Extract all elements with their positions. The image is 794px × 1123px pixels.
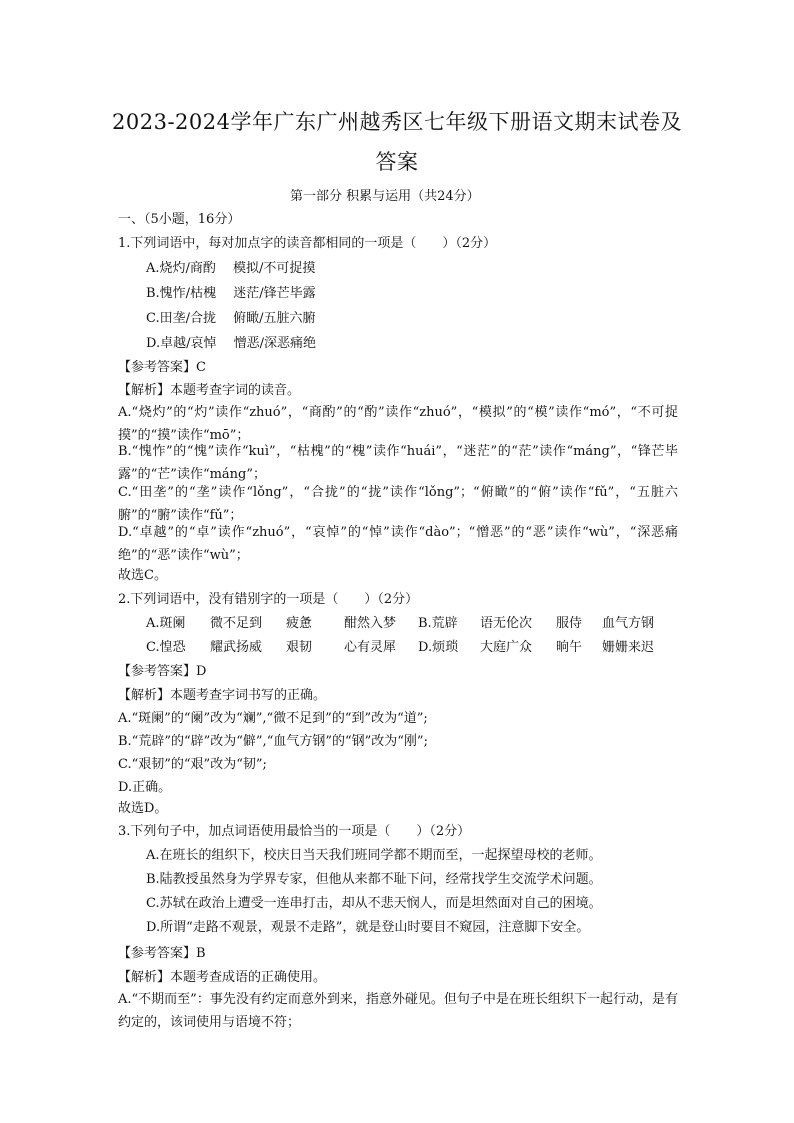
part-header: 一、（5小题，16分） <box>118 212 241 227</box>
q2-stem: 2.下列词语中，没有错别字的一项是（ ）（2分） <box>118 592 419 607</box>
q1-option-c: C.田垄/合拢 俯瞰/五脏六腑 <box>146 311 316 326</box>
q1-analysis-c: C.“田垄”的“垄”读作“lǒng”，“合拢”的“拢”读作“lǒng”；“俯瞰”的“俯”读作“fǔ”，“五脏六腑”的“腑”读作“fǔ”； <box>118 485 678 523</box>
q2-analysis-a: A.“斑阑”的“阑”改为“斓”,“微不足到”的“到”改为“道”; <box>118 711 428 726</box>
q2-options-row-1 <box>146 615 672 633</box>
q2-analysis-d: D.正确。 <box>118 780 172 795</box>
q1-stem: 1.下列词语中，每对加点字的读音都相同的一项是（ ）（2分） <box>118 236 497 251</box>
page-title: 2023-2024学年广东广州越秀区七年级下册语文期末试卷及 <box>112 110 682 134</box>
section-title: 第一部分 积累与运用（共24分） <box>290 189 480 204</box>
q3-option-a: A.在班长的组织下，校庆日当天我们班同学都不期而至，一起探望母校的老师。 <box>146 848 602 863</box>
q2-option-a-word-2: 微不足到 <box>210 616 263 631</box>
q2-option-b-word-3: 服侍 <box>556 616 583 631</box>
q2-option-a-word-3: 疲惫 <box>286 616 313 631</box>
q2-conclusion: 故选D。 <box>118 801 168 816</box>
q1-conclusion: 故选C。 <box>118 568 167 583</box>
q2-option-a-word-4: 酣然入梦 <box>344 616 397 631</box>
q2-option-b-word-1: B.荒辟 <box>418 616 458 631</box>
q2-option-c-word-1: C.惶恐 <box>146 640 186 655</box>
q1-analysis-title: 【解析】本题考查字词的读音。 <box>118 383 301 398</box>
q2-option-b-word-4: 血气方钢 <box>602 616 655 631</box>
q1-option-b: B.愧怍/枯槐 迷茫/锋芒毕露 <box>146 286 316 301</box>
q2-option-d-word-3: 晌午 <box>556 640 583 655</box>
q2-option-c-word-4: 心有灵犀 <box>344 640 397 655</box>
q2-option-b-word-2: 语无伦次 <box>480 616 533 631</box>
q1-option-d: D.卓越/哀悼 憎恶/深恶痛绝 <box>146 336 316 351</box>
q3-option-c: C.苏轼在政治上遭受一连串打击，却从不悲天悯人，而是坦然面对自己的困境。 <box>146 896 602 911</box>
q3-analysis-title: 【解析】本题考查成语的正确使用。 <box>118 970 327 985</box>
q2-analysis-b: B.“荒辟”的“辟”改为“僻”,“血气方钢”的“钢”改为“刚”; <box>118 734 428 749</box>
q2-option-d-word-2: 大庭广众 <box>480 640 533 655</box>
q1-answer: 【参考答案】C <box>118 360 206 375</box>
q2-option-d-word-1: D.烦琐 <box>418 640 459 655</box>
q3-analysis-a: A.“不期而至”：事先没有约定而意外到来，指意外碰见。但句子中是在班长组织下一起行动，是有约定的，该词使用与语境不符； <box>118 992 678 1030</box>
q3-stem: 3.下列句子中，加点词语使用最恰当的一项是（ ）（2分） <box>118 824 471 839</box>
q2-option-c-word-3: 艰韧 <box>286 640 313 655</box>
q1-analysis-a: A.“烧灼”的“灼”读作“zhuó”，“商酌”的“酌”读作“zhuó”，“模拟”的“模”读作“mó”，“不可捉摸”的“摸”读作“mō”； <box>118 405 678 443</box>
q2-options-row-2 <box>146 639 672 657</box>
q1-analysis-b: B.“愧怍”的“愧”读作“kuì”，“枯槐”的“槐”读作“huái”，“迷茫”的“茫”读作“máng”，“锋芒毕露”的“芒”读作“máng”； <box>118 444 678 482</box>
q2-analysis-title: 【解析】本题考查字词书写的正确。 <box>118 688 327 703</box>
q2-analysis-c: C.“艰韧”的“艰”改为“韧”; <box>118 757 267 772</box>
q2-answer: 【参考答案】D <box>118 664 207 679</box>
q1-option-a: A.烧灼/商酌 模拟/不可捉摸 <box>146 261 316 276</box>
q3-option-b: B.陆教授虽然身为学界专家，但他从来都不耻下问，经常找学生交流学术问题。 <box>146 872 602 887</box>
page-title-continued: 答案 <box>375 150 419 174</box>
q2-option-c-word-2: 耀武扬威 <box>210 640 263 655</box>
q2-option-d-word-4: 姗姗来迟 <box>602 640 655 655</box>
q2-option-a-word-1: A.斑阑 <box>146 616 186 631</box>
q3-option-d: D.所谓“走路不观景，观景不走路”，就是登山时要目不窥园，注意脚下安全。 <box>146 920 590 935</box>
q1-analysis-d: D.“卓越”的“卓”读作“zhuó”，“哀悼”的“悼”读作“dào”；“憎恶”的“恶”读作“wù”，“深恶痛绝”的“恶”读作“wù”； <box>118 525 678 563</box>
q3-answer: 【参考答案】B <box>118 946 206 961</box>
